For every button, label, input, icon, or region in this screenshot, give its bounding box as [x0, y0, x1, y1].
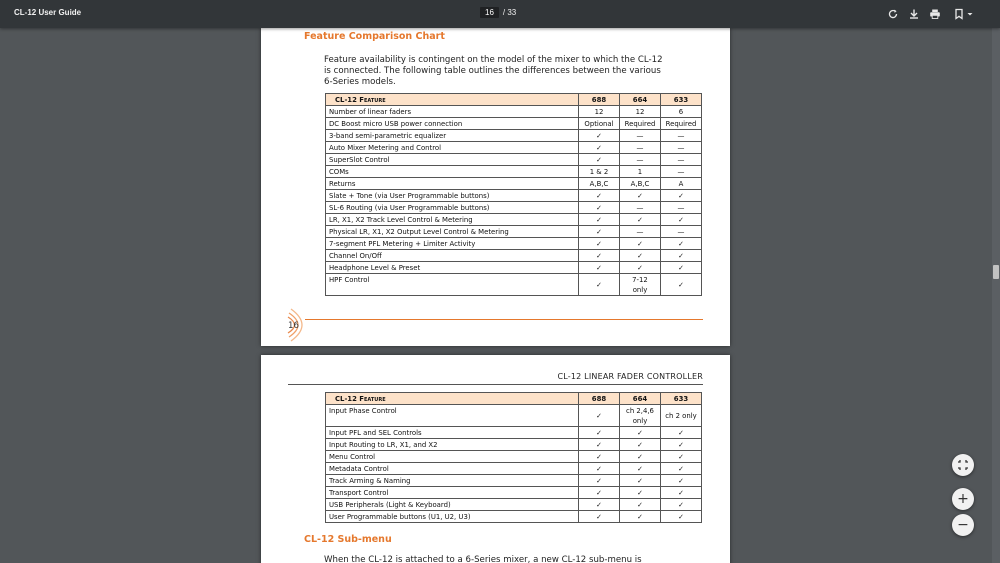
value-cell: ✓	[620, 463, 661, 475]
chevron-down-icon[interactable]	[966, 8, 974, 20]
value-cell-line: ch 2,4,6	[626, 406, 654, 415]
value-cell-line: only	[632, 285, 648, 294]
zoom-in-button[interactable]: +	[952, 488, 974, 510]
value-cell	[620, 274, 661, 296]
document-title: CL-12 User Guide	[14, 8, 82, 17]
value-cell: —	[620, 226, 661, 238]
value-cell: ✓	[620, 427, 661, 439]
value-cell: —	[620, 142, 661, 154]
value-cell: ✓	[579, 238, 620, 250]
download-icon[interactable]	[908, 8, 920, 20]
feature-cell: SL-6 Routing (via User Programmable buttons)	[326, 202, 579, 214]
header-feature: CL-12 Feature	[326, 94, 579, 106]
feature-cell: Returns	[326, 178, 579, 190]
value-cell: ✓	[661, 238, 702, 250]
feature-cell: Input Phase Control	[326, 405, 579, 427]
footer-rule	[305, 319, 703, 320]
table-row	[326, 130, 702, 142]
value-cell	[620, 405, 661, 427]
table-row	[326, 106, 702, 118]
value-cell: Optional	[579, 118, 620, 130]
rotate-icon[interactable]	[887, 8, 899, 20]
page-indicator	[480, 7, 516, 18]
feature-cell: LR, X1, X2 Track Level Control & Metering	[326, 214, 579, 226]
value-cell: ✓	[661, 451, 702, 463]
value-cell: 1 & 2	[579, 166, 620, 178]
feature-cell: DC Boost micro USB power connection	[326, 118, 579, 130]
value-cell: ✓	[579, 499, 620, 511]
value-cell: ✓	[620, 238, 661, 250]
fit-to-page-icon	[952, 454, 974, 476]
table-row	[326, 499, 702, 511]
value-cell-line: 7-12	[632, 275, 648, 284]
total-pages: / 33	[502, 8, 517, 17]
value-cell: ✓	[620, 451, 661, 463]
table-row	[326, 427, 702, 439]
feature-comparison-table-continued	[325, 392, 702, 523]
running-header: CL-12 LINEAR FADER CONTROLLER	[557, 372, 703, 381]
table-header-row	[326, 94, 702, 106]
pdf-page-16	[261, 28, 730, 346]
value-cell: —	[620, 202, 661, 214]
feature-cell: Number of linear faders	[326, 106, 579, 118]
feature-comparison-table	[325, 93, 702, 296]
value-cell: ✓	[579, 142, 620, 154]
table-row	[326, 178, 702, 190]
feature-cell: Channel On/Off	[326, 250, 579, 262]
value-cell: 1	[620, 166, 661, 178]
table-row	[326, 154, 702, 166]
value-cell: ✓	[661, 487, 702, 499]
value-cell: ch 2 only	[661, 405, 702, 427]
value-cell: ✓	[579, 226, 620, 238]
value-cell: ✓	[579, 405, 620, 427]
page-number: 16	[288, 321, 299, 331]
value-cell: ✓	[661, 511, 702, 523]
value-cell: ✓	[620, 511, 661, 523]
value-cell: ✓	[620, 214, 661, 226]
value-cell: ✓	[579, 427, 620, 439]
vertical-scrollbar[interactable]	[992, 28, 1000, 563]
value-cell: —	[661, 202, 702, 214]
feature-cell: Headphone Level & Preset	[326, 262, 579, 274]
feature-cell: USB Peripherals (Light & Keyboard)	[326, 499, 579, 511]
feature-cell: Auto Mixer Metering and Control	[326, 142, 579, 154]
header-664: 664	[620, 94, 661, 106]
value-cell: —	[620, 130, 661, 142]
value-cell: ✓	[579, 475, 620, 487]
feature-cell: Slate + Tone (via User Programmable buttons)	[326, 190, 579, 202]
value-cell: ✓	[579, 154, 620, 166]
table-row	[326, 202, 702, 214]
table-row	[326, 274, 702, 296]
table-row	[326, 166, 702, 178]
value-cell: ✓	[661, 214, 702, 226]
value-cell: A	[661, 178, 702, 190]
value-cell: ✓	[579, 463, 620, 475]
bookmark-icon[interactable]	[953, 8, 965, 20]
header-rule	[288, 384, 703, 385]
table-header-row	[326, 393, 702, 405]
table-row	[326, 214, 702, 226]
header-633: 633	[661, 393, 702, 405]
value-cell: —	[661, 166, 702, 178]
paragraph-line: Feature availability is contingent on the model of the mixer to which the CL-12	[324, 55, 663, 65]
value-cell: A,B,C	[579, 178, 620, 190]
table-row	[326, 118, 702, 130]
value-cell: ✓	[661, 427, 702, 439]
value-cell: ✓	[579, 451, 620, 463]
feature-cell: Track Arming & Naming	[326, 475, 579, 487]
table-row	[326, 487, 702, 499]
print-icon[interactable]	[929, 8, 941, 20]
header-feature: CL-12 Feature	[326, 393, 579, 405]
table-row	[326, 439, 702, 451]
zoom-out-button[interactable]: −	[952, 514, 974, 536]
value-cell: ✓	[579, 190, 620, 202]
feature-cell: 3-band semi-parametric equalizer	[326, 130, 579, 142]
table-row	[326, 463, 702, 475]
paragraph-line: is connected. The following table outlines the differences between the various	[324, 66, 661, 76]
table-row	[326, 405, 702, 427]
fit-to-page-button[interactable]	[952, 454, 974, 476]
section-title-feature-comparison: Feature Comparison Chart	[304, 31, 445, 42]
table-row	[326, 238, 702, 250]
value-cell: Required	[661, 118, 702, 130]
value-cell: ✓	[579, 262, 620, 274]
value-cell: —	[661, 226, 702, 238]
table-row	[326, 250, 702, 262]
value-cell: ✓	[661, 475, 702, 487]
value-cell: ✓	[661, 190, 702, 202]
header-633: 633	[661, 94, 702, 106]
document-viewer[interactable]	[0, 28, 1000, 563]
section-title-sub-menu: CL-12 Sub-menu	[304, 534, 392, 545]
table-row	[326, 190, 702, 202]
feature-cell: 7-segment PFL Metering + Limiter Activity	[326, 238, 579, 250]
value-cell: ✓	[579, 274, 620, 296]
feature-cell: Menu Control	[326, 451, 579, 463]
value-cell: ✓	[620, 190, 661, 202]
value-cell: ✓	[620, 487, 661, 499]
value-cell: ✓	[661, 262, 702, 274]
value-cell: ✓	[661, 439, 702, 451]
header-688: 688	[579, 94, 620, 106]
value-cell: ✓	[579, 487, 620, 499]
feature-cell: COMs	[326, 166, 579, 178]
header-664: 664	[620, 393, 661, 405]
table-row	[326, 451, 702, 463]
value-cell: 12	[620, 106, 661, 118]
table-row	[326, 511, 702, 523]
value-cell: ✓	[620, 250, 661, 262]
value-cell: ✓	[579, 214, 620, 226]
value-cell: —	[620, 154, 661, 166]
feature-cell: User Programmable buttons (U1, U2, U3)	[326, 511, 579, 523]
value-cell-line: only	[632, 416, 648, 425]
value-cell: ✓	[579, 250, 620, 262]
intro-paragraph	[324, 55, 704, 88]
feature-cell: SuperSlot Control	[326, 154, 579, 166]
value-cell: A,B,C	[620, 178, 661, 190]
value-cell: ✓	[661, 499, 702, 511]
paragraph-line: 6-Series models.	[324, 77, 396, 87]
value-cell: ✓	[620, 262, 661, 274]
value-cell: 6	[661, 106, 702, 118]
feature-cell: Metadata Control	[326, 463, 579, 475]
value-cell: ✓	[661, 274, 702, 296]
table-row	[326, 226, 702, 238]
value-cell: —	[661, 154, 702, 166]
value-cell: 12	[579, 106, 620, 118]
value-cell: —	[661, 130, 702, 142]
value-cell: ✓	[661, 250, 702, 262]
feature-cell: Input PFL and SEL Controls	[326, 427, 579, 439]
value-cell: ✓	[661, 463, 702, 475]
value-cell: ✓	[579, 202, 620, 214]
header-688: 688	[579, 393, 620, 405]
value-cell: ✓	[579, 511, 620, 523]
feature-cell: Physical LR, X1, X2 Output Level Control & Metering	[326, 226, 579, 238]
feature-cell: HPF Control	[326, 274, 579, 296]
table-row	[326, 262, 702, 274]
sub-menu-paragraph: When the CL-12 is attached to a 6-Series mixer, a new CL-12 sub-menu is	[324, 555, 642, 563]
value-cell: ✓	[579, 439, 620, 451]
value-cell: —	[661, 142, 702, 154]
scrollbar-thumb[interactable]	[993, 265, 999, 279]
feature-cell: Input Routing to LR, X1, and X2	[326, 439, 579, 451]
value-cell: ✓	[620, 499, 661, 511]
table-row	[326, 475, 702, 487]
table-row	[326, 142, 702, 154]
pdf-page-17	[261, 355, 730, 563]
value-cell: ✓	[620, 439, 661, 451]
value-cell: ✓	[579, 130, 620, 142]
value-cell: ✓	[620, 475, 661, 487]
pdf-toolbar	[0, 0, 1000, 28]
value-cell: Required	[620, 118, 661, 130]
current-page-input[interactable]: 16	[480, 7, 499, 18]
feature-cell: Transport Control	[326, 487, 579, 499]
